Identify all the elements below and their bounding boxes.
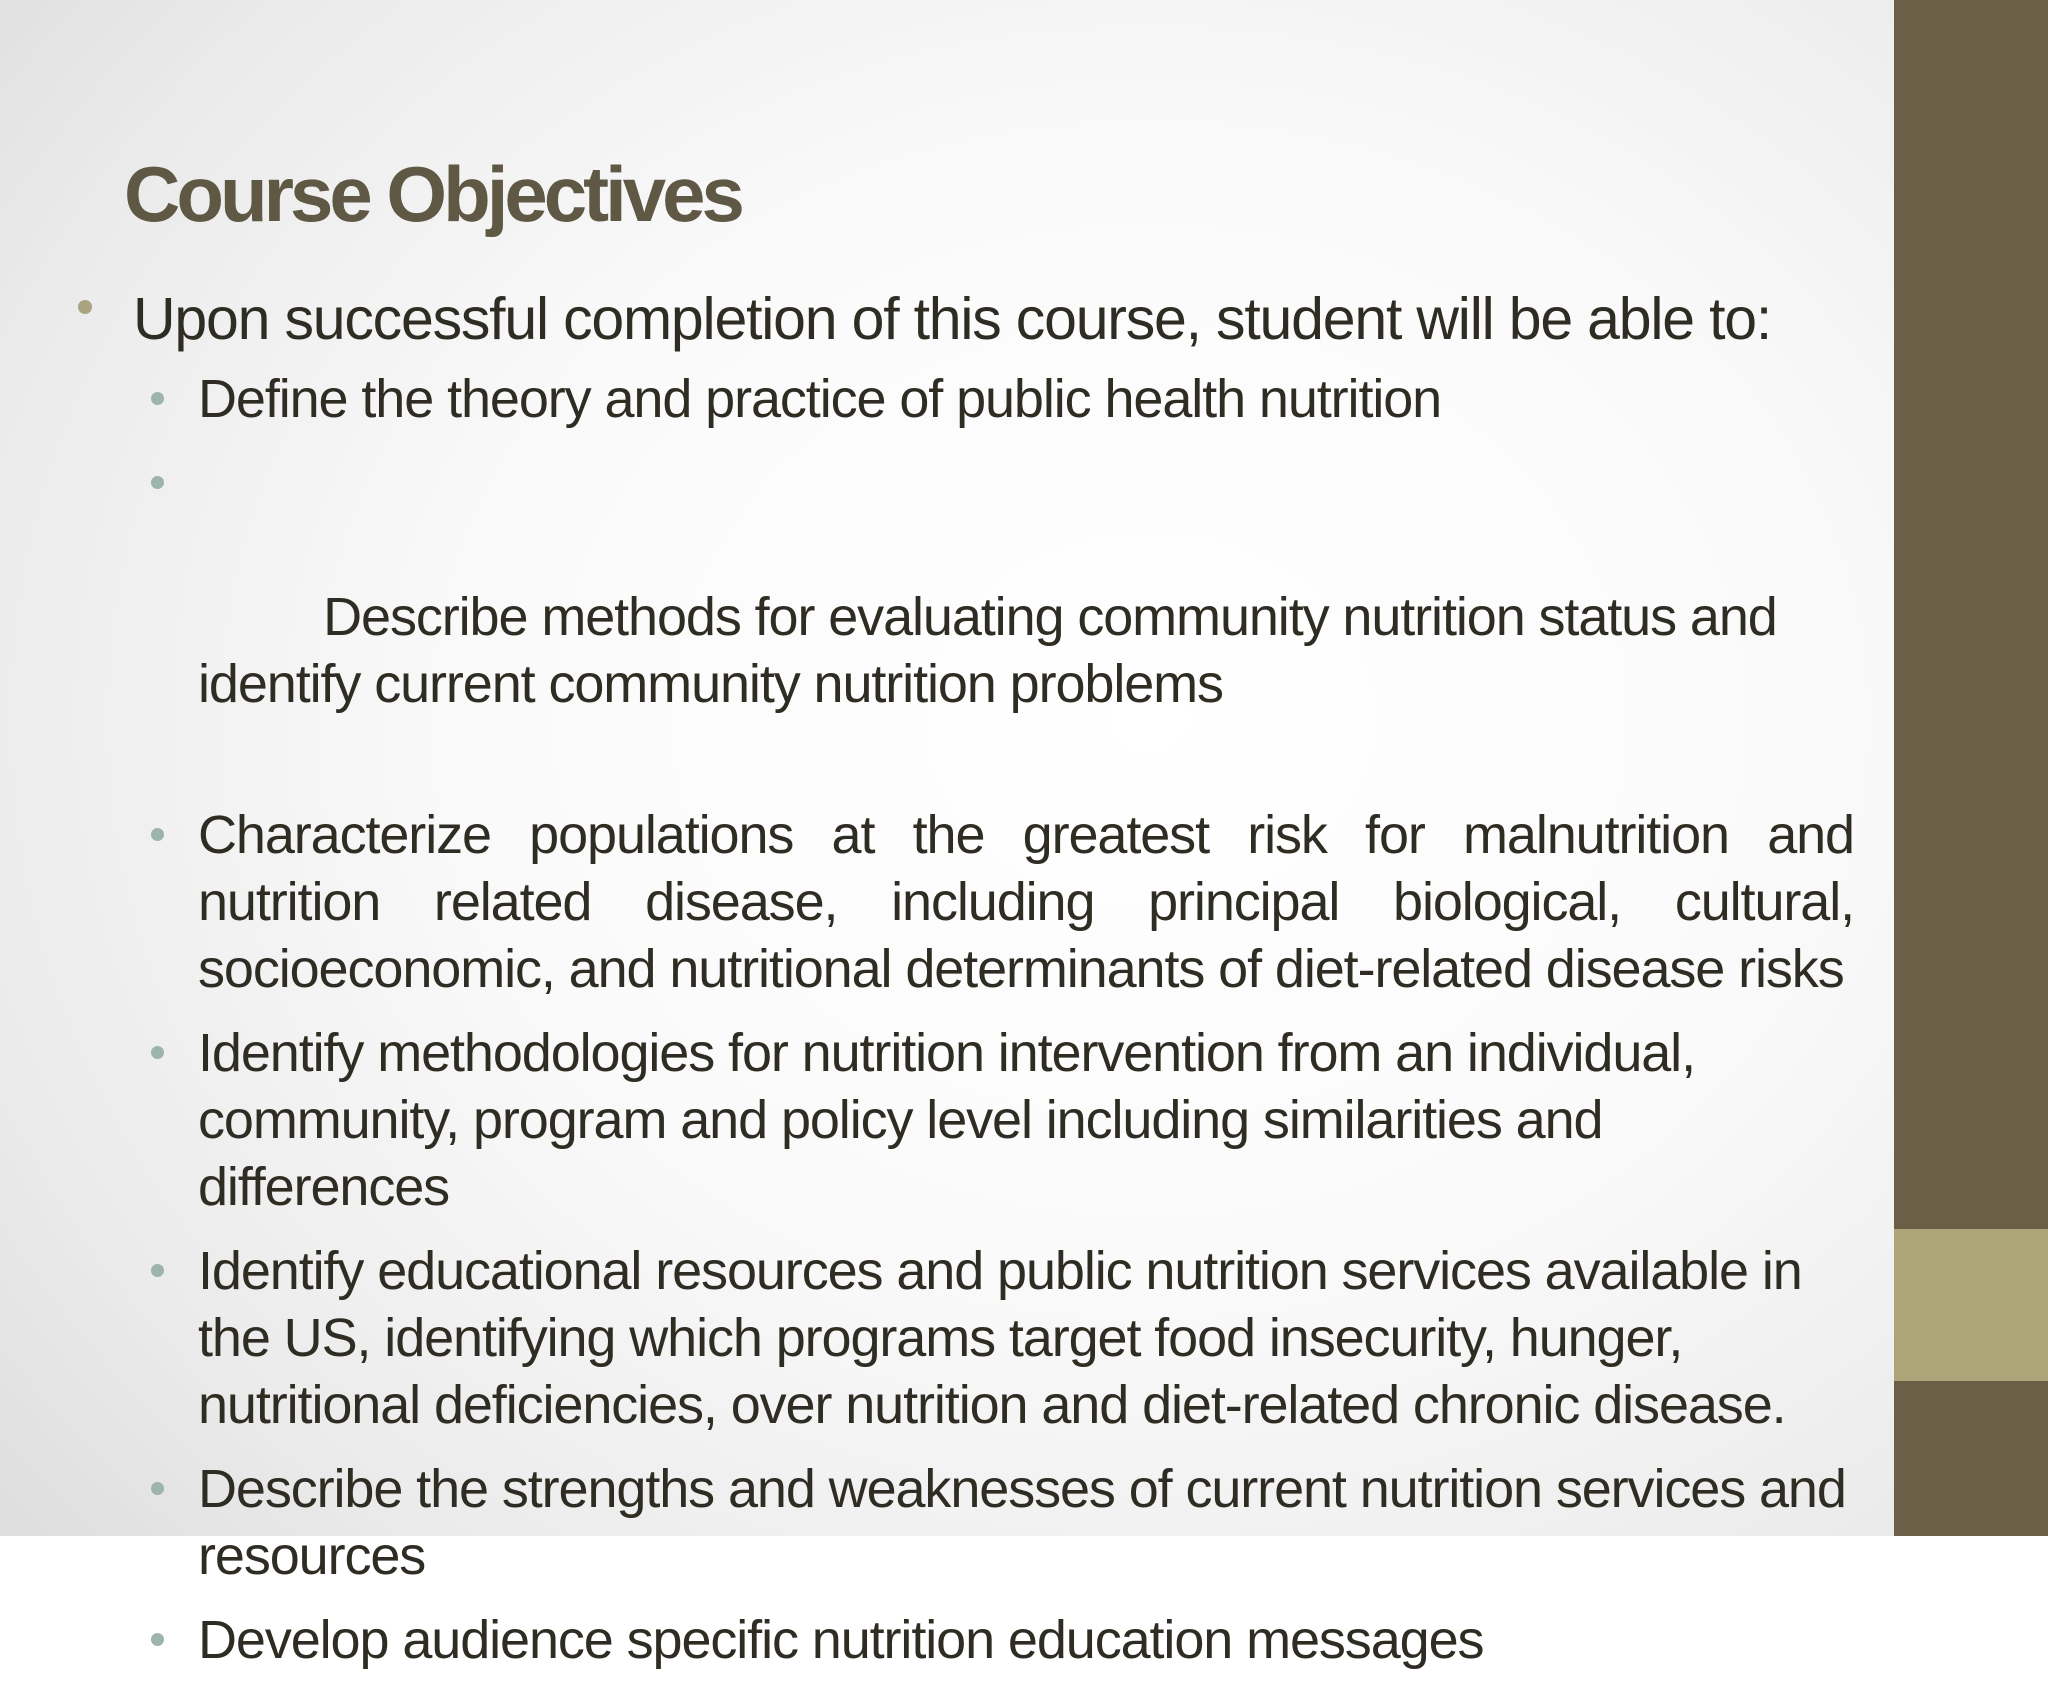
bullet-dot-icon — [151, 476, 164, 489]
objective-item — [0, 1456, 1854, 1590]
objective-item — [0, 1020, 1738, 1221]
objective-item — [0, 1238, 1808, 1439]
bullet-dot-icon — [151, 1482, 164, 1495]
objectives-list — [0, 366, 1894, 1691]
objective-item — [0, 450, 1854, 785]
objective-item — [0, 1607, 1854, 1674]
slide-title: Course Objectives — [124, 150, 741, 238]
bullet-dot-icon — [151, 828, 164, 841]
bullet-dot-icon — [151, 1046, 164, 1059]
objective-text: Characterize populations at the greatest risk for malnutrition and nutrition related disease, including principal biological, cultural, socioeconomic, and nutritional determinants of diet-related disease risks — [198, 805, 1854, 999]
objective-text: Identify methodologies for nutrition intervention from an individual, community, program and policy level including similarities and differences — [198, 1023, 1695, 1217]
objective-text: Identify educational resources and public nutrition services available in the US, identifying which programs target food insecurity, hunger, nutritional deficiencies, over nutrition and diet-related chronic disease. — [198, 1241, 1802, 1435]
bullet-dot-icon — [151, 1264, 164, 1277]
objective-text: Develop audience specific nutrition education messages — [198, 1610, 1484, 1670]
sidebar-accent-band — [1894, 1229, 2048, 1381]
objective-text: Describe the strengths and weaknesses of current nutrition services and resources — [198, 1459, 1846, 1586]
objective-item — [0, 802, 1854, 1003]
objective-text: Define the theory and practice of public health nutrition — [198, 369, 1442, 429]
bullet-dot-icon — [78, 300, 92, 314]
bullet-dot-icon — [151, 392, 164, 405]
objective-text: Describe methods for evaluating community nutrition status and identify current community nutrition problems — [198, 587, 1791, 714]
intro-text: Upon successful completion of this course, student will be able to: — [133, 286, 1772, 352]
objective-item — [0, 366, 1854, 433]
bullet-dot-icon — [151, 1633, 164, 1646]
